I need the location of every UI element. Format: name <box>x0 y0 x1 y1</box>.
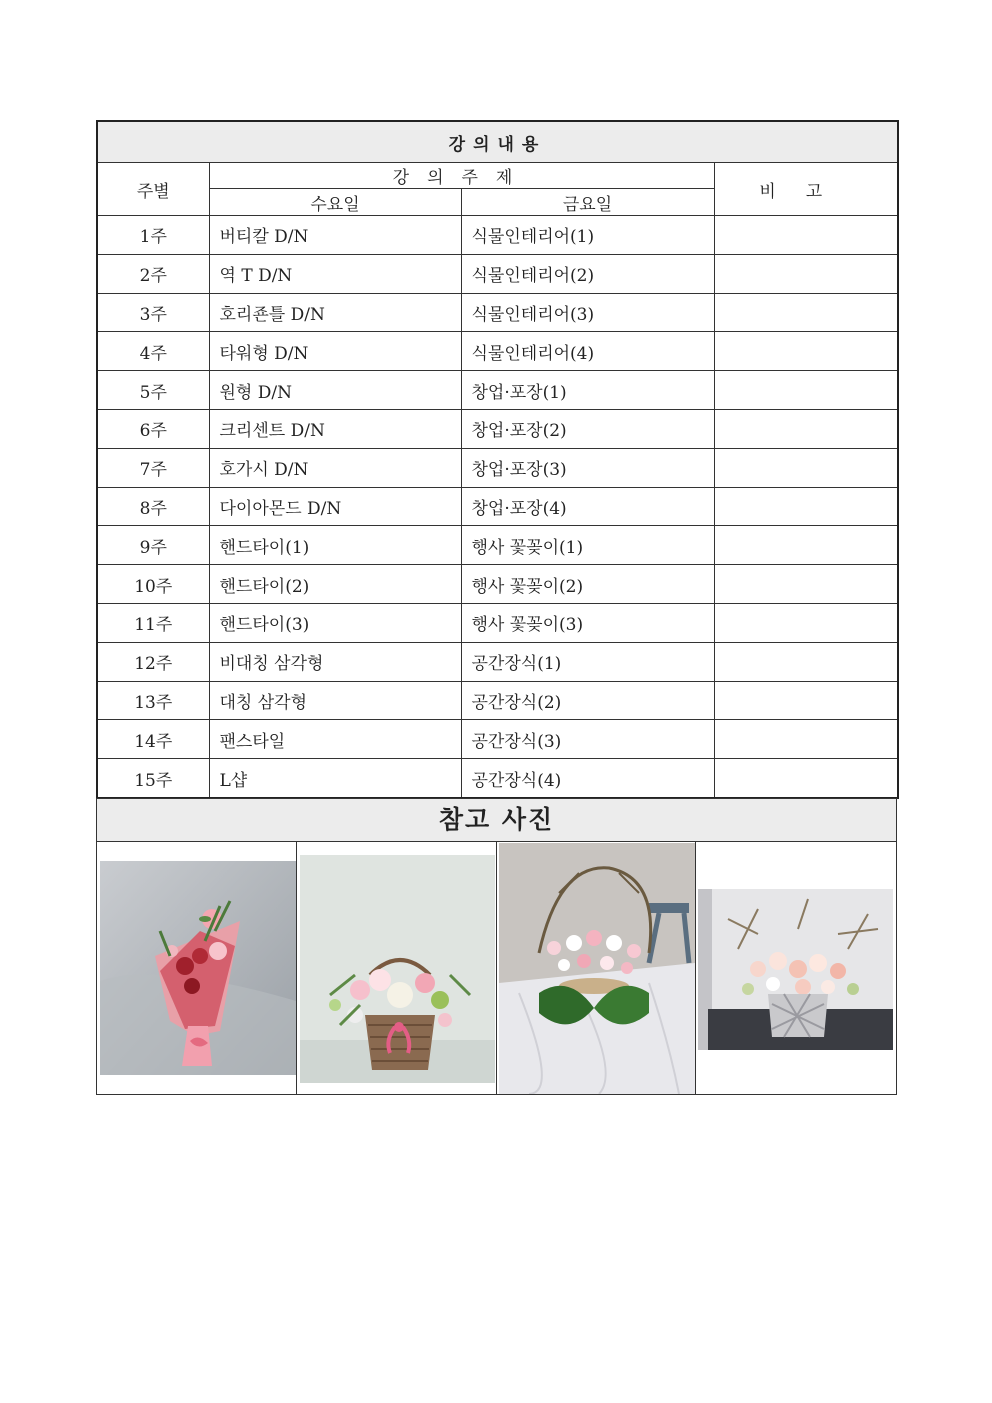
photo-row <box>97 842 896 1095</box>
row-friday-cell: 식물인테리어(4) <box>461 332 714 371</box>
row-note-cell <box>714 720 898 759</box>
schedule-row <box>97 526 898 565</box>
row-wednesday-cell: 핸드타이(3) <box>209 603 461 642</box>
row-note-cell <box>714 332 898 371</box>
row-wednesday-cell: 크리센트 D/N <box>209 409 461 448</box>
row-wednesday-cell: 대칭 삼각형 <box>209 681 461 720</box>
row-week-cell: 12주 <box>97 642 209 681</box>
row-note-cell <box>714 293 898 332</box>
row-friday-cell: 공간장식(1) <box>461 642 714 681</box>
row-note-cell <box>714 254 898 293</box>
schedule-row <box>97 216 898 255</box>
row-wednesday-cell: 타워형 D/N <box>209 332 461 371</box>
row-week-cell: 3주 <box>97 293 209 332</box>
reference-photos-title: 참고 사진 <box>97 799 896 842</box>
row-week-cell: 2주 <box>97 254 209 293</box>
header-week: 주별 <box>97 163 209 216</box>
schedule-row <box>97 332 898 371</box>
arch-arrangement-photo <box>499 843 695 1094</box>
row-week-cell: 13주 <box>97 681 209 720</box>
bouquet-photo <box>100 861 296 1075</box>
row-wednesday-cell: 다이아몬드 D/N <box>209 487 461 526</box>
row-wednesday-cell: 원형 D/N <box>209 371 461 410</box>
row-friday-cell: 식물인테리어(3) <box>461 293 714 332</box>
row-wednesday-cell: 호가시 D/N <box>209 448 461 487</box>
row-week-cell: 10주 <box>97 565 209 604</box>
row-note-cell <box>714 526 898 565</box>
row-note-cell <box>714 642 898 681</box>
box-arrangement-photo <box>698 889 893 1050</box>
row-wednesday-cell: 핸드타이(2) <box>209 565 461 604</box>
header-note: 비고 <box>714 163 898 216</box>
row-wednesday-cell: 팬스타일 <box>209 720 461 759</box>
schedule-row <box>97 448 898 487</box>
row-wednesday-cell: L샵 <box>209 759 461 798</box>
row-friday-cell: 공간장식(2) <box>461 681 714 720</box>
photo-cell-1 <box>97 842 297 1095</box>
basket-photo <box>300 855 495 1083</box>
schedule-row <box>97 759 898 798</box>
row-note-cell <box>714 759 898 798</box>
row-note-cell <box>714 681 898 720</box>
row-week-cell: 14주 <box>97 720 209 759</box>
row-friday-cell: 식물인테리어(1) <box>461 216 714 255</box>
header-topic: 강의주제 <box>209 163 714 189</box>
schedule-row <box>97 681 898 720</box>
schedule-row <box>97 409 898 448</box>
row-week-cell: 15주 <box>97 759 209 798</box>
row-week-cell: 5주 <box>97 371 209 410</box>
row-note-cell <box>714 487 898 526</box>
reference-photos-section <box>96 798 897 1095</box>
row-week-cell: 6주 <box>97 409 209 448</box>
row-week-cell: 9주 <box>97 526 209 565</box>
photo-cell-3 <box>497 842 697 1095</box>
row-week-cell: 1주 <box>97 216 209 255</box>
row-week-cell: 8주 <box>97 487 209 526</box>
row-friday-cell: 행사 꽃꽂이(1) <box>461 526 714 565</box>
row-wednesday-cell: 핸드타이(1) <box>209 526 461 565</box>
row-note-cell <box>714 216 898 255</box>
row-friday-cell: 창업·포장(3) <box>461 448 714 487</box>
row-friday-cell: 식물인테리어(2) <box>461 254 714 293</box>
lecture-schedule-table <box>96 120 899 799</box>
row-wednesday-cell: 호리죤틀 D/N <box>209 293 461 332</box>
row-week-cell: 7주 <box>97 448 209 487</box>
schedule-row <box>97 371 898 410</box>
row-friday-cell: 창업·포장(2) <box>461 409 714 448</box>
row-week-cell: 4주 <box>97 332 209 371</box>
header-friday: 금요일 <box>461 189 714 216</box>
row-wednesday-cell: 비대칭 삼각형 <box>209 642 461 681</box>
schedule-row <box>97 642 898 681</box>
row-friday-cell: 창업·포장(1) <box>461 371 714 410</box>
photo-cell-2 <box>297 842 497 1095</box>
photo-cell-4 <box>696 842 896 1095</box>
schedule-row <box>97 254 898 293</box>
header-wednesday: 수요일 <box>209 189 461 216</box>
schedule-title: 강의내용 <box>97 121 898 163</box>
schedule-row <box>97 487 898 526</box>
schedule-row <box>97 293 898 332</box>
row-note-cell <box>714 371 898 410</box>
row-friday-cell: 행사 꽃꽂이(2) <box>461 565 714 604</box>
schedule-row <box>97 603 898 642</box>
schedule-rows <box>97 216 898 798</box>
row-friday-cell: 공간장식(3) <box>461 720 714 759</box>
row-friday-cell: 창업·포장(4) <box>461 487 714 526</box>
row-note-cell <box>714 565 898 604</box>
row-note-cell <box>714 603 898 642</box>
schedule-row <box>97 720 898 759</box>
row-week-cell: 11주 <box>97 603 209 642</box>
row-wednesday-cell: 역 T D/N <box>209 254 461 293</box>
row-wednesday-cell: 버티칼 D/N <box>209 216 461 255</box>
row-note-cell <box>714 448 898 487</box>
schedule-row <box>97 565 898 604</box>
row-friday-cell: 공간장식(4) <box>461 759 714 798</box>
row-note-cell <box>714 409 898 448</box>
row-friday-cell: 행사 꽃꽂이(3) <box>461 603 714 642</box>
